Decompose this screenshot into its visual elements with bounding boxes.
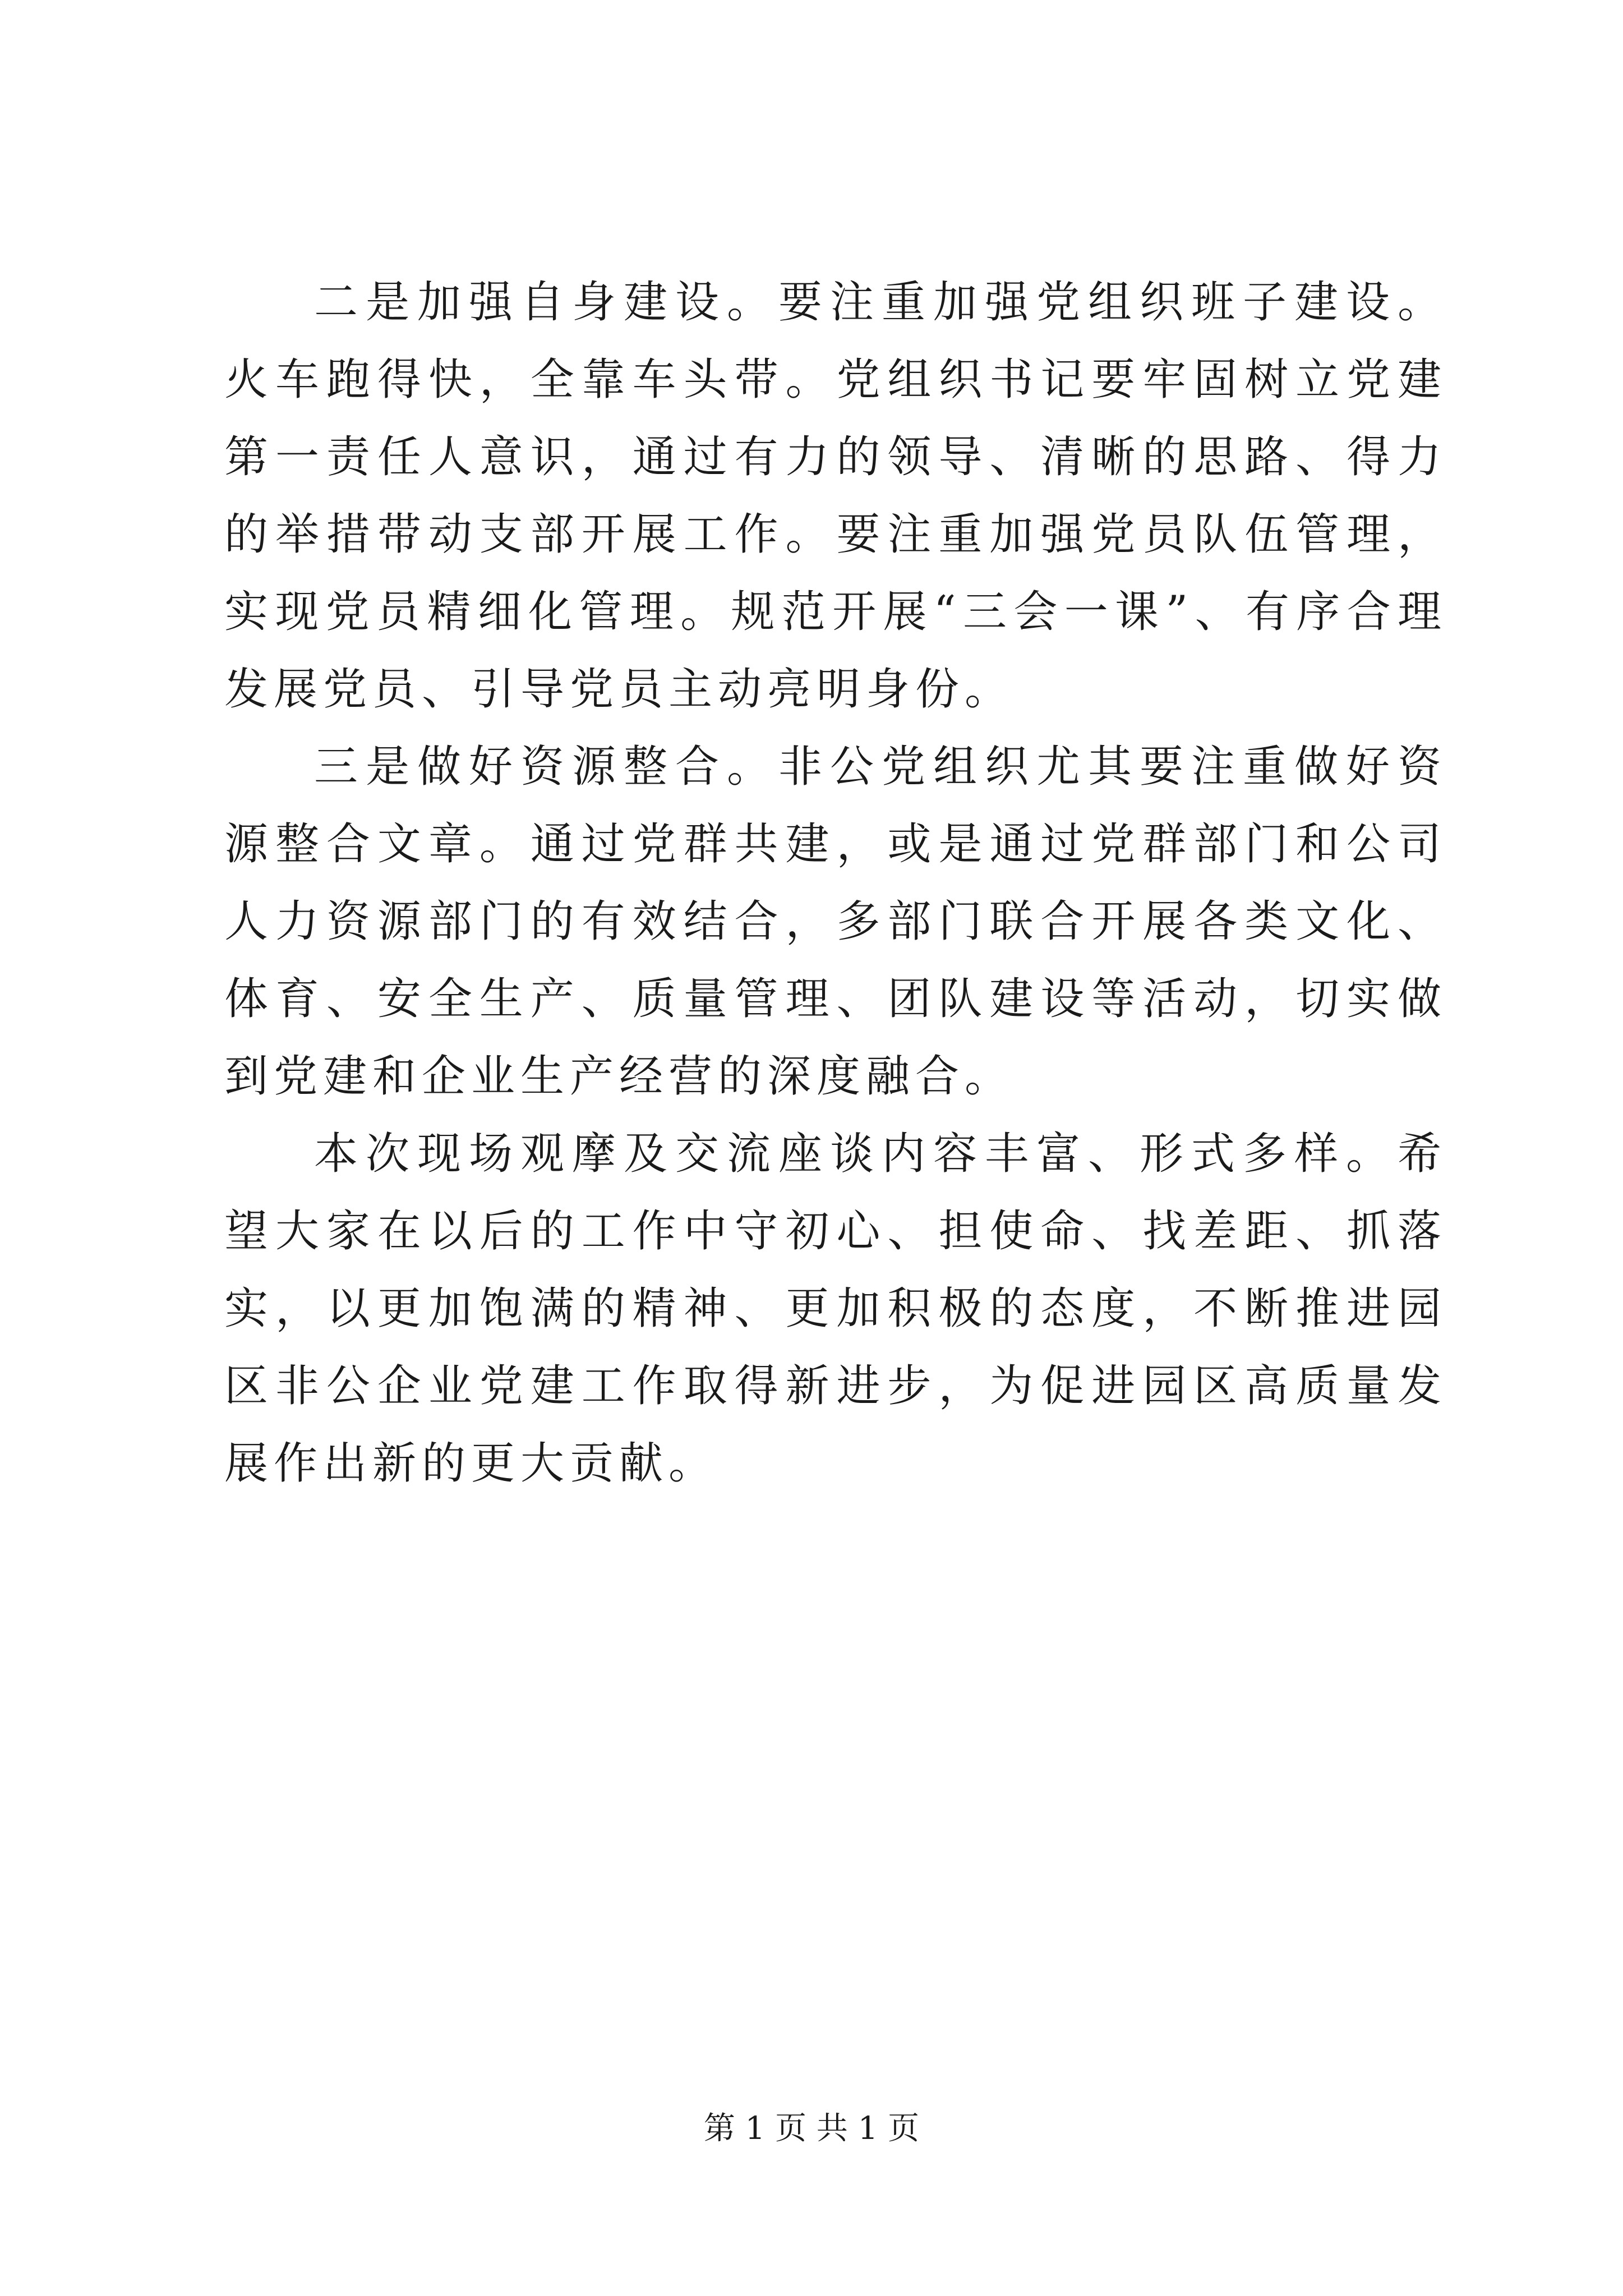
document-body: [224, 264, 1447, 1502]
paragraph-closing-remarks: 本次现场观摩及交流座谈内容丰富、形式多样。希望大家在以后的工作中守初心、担使命、找差距、抓落实，以更加饱满的精神、更加积极的态度，不断推进园区非公企业党建工作取得新进步，为促进园区高质量发展作出新的更大贡献。: [224, 1129, 1447, 1489]
paragraph-strengthen-self-building: 二是加强自身建设。要注重加强党组织班子建设。火车跑得快，全靠车头带。党组织书记要牢固树立党建第一责任人意识，通过有力的领导、清晰的思路、得力的举措带动支部开展工作。要注重加强党员队伍管理，实现党员精细化管理。规范开展“三会一课”、有序合理发展党员、引导党员主动亮明身份。: [224, 277, 1447, 715]
page-number-footer: 第 1 页 共 1 页: [703, 2110, 920, 2147]
paragraph-resource-integration: 三是做好资源整合。非公党组织尤其要注重做好资源整合文章。通过党群共建，或是通过党群部门和公司人力资源部门的有效结合，多部门联合开展各类文化、体育、安全生产、质量管理、团队建设等活动，切实做到党建和企业生产经营的深度融合。: [224, 742, 1447, 1102]
